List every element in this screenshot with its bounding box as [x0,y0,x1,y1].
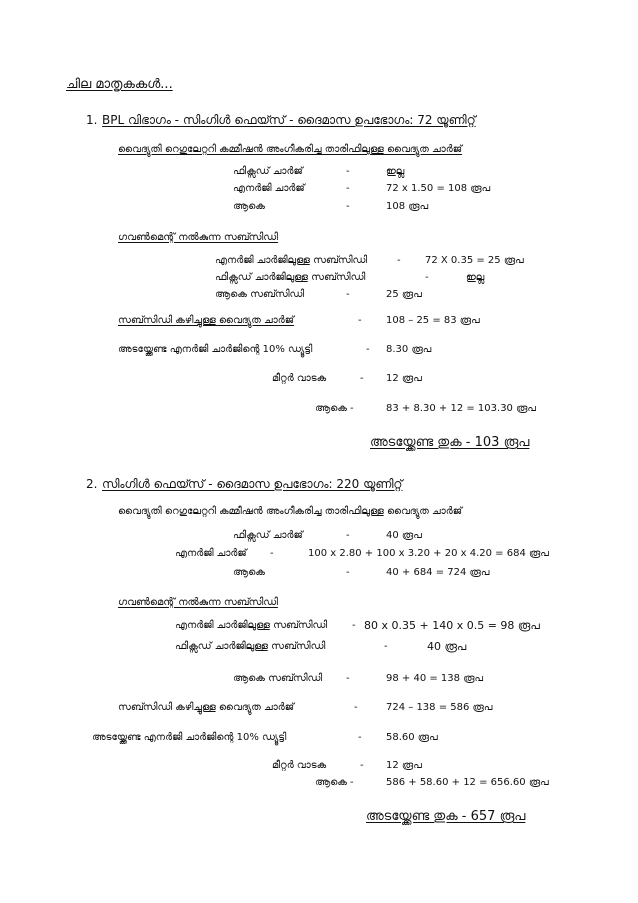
section-2-number: 2. [86,477,98,491]
s2-energy-charge-label: എനർജി ചാർജ് [175,548,247,559]
s1-grand-total-dash: - [350,403,354,414]
s2-energy-charge-dash: - [270,548,274,559]
s1-grand-total-value: 83 + 8.30 + 12 = 103.30 രൂപ [386,403,536,414]
s2-fixed-charge-value: 40 രൂപ [386,530,422,541]
s1-fixed-charge-dash: - [346,166,350,177]
s1-total-value: 108 രൂപ [386,201,429,212]
s2-grand-total-label: ആകെ [315,777,347,788]
s1-fixed-subsidy-label: ഫിക്സഡ് ചാർജിലുള്ള സബ്സിഡി [215,272,366,283]
s1-fixed-charge-value: ഇല്ല [386,166,405,177]
s2-total-dash: - [346,567,350,578]
s2-energy-subsidy-label: എനർജി ചാർജിലുള്ള സബ്സിഡി [175,620,328,631]
s1-grand-total-label: ആകെ [315,403,347,414]
s2-fixed-subsidy-dash: - [384,641,388,652]
s2-fixed-charge-dash: - [346,530,350,541]
s2-total-subsidy-label: ആകെ സബ്സിഡി [233,673,323,684]
s2-meter-rent-value: 12 രൂപ [386,760,422,771]
s1-after-subsidy-dash: - [358,315,362,326]
s2-grand-total-dash: - [350,777,354,788]
s1-energy-charge-value: 72 x 1.50 = 108 രൂപ [386,183,491,194]
s1-fixed-subsidy-value: ഇല്ല [466,272,485,283]
s1-energy-charge-label: എനർജി ചാർജ് [233,183,305,194]
s1-meter-rent-value: 12 രൂപ [386,373,422,384]
s1-after-subsidy-label: സബ്സിഡി കഴിച്ചുള്ള വൈദ്യുത ചാർജ് [118,315,295,326]
s1-total-subsidy-label: ആകെ സബ്സിഡി [215,289,305,300]
section-2-title: സിംഗിൾ ഫെയ്സ് - ദൈമാസ ഉപഭോഗം: 220 യൂണിറ്റ് [102,477,403,491]
s2-payable-amount: അടയ്ക്കേണ്ട തുക - 657 രൂപ [366,809,526,824]
s1-duty-value: 8.30 രൂപ [386,344,432,355]
s1-total-label: ആകെ [233,201,265,212]
s1-total-subsidy-value: 25 രൂപ [386,289,422,300]
s2-fixed-charge-label: ഫിക്സഡ് ചാർജ് [233,530,303,541]
s2-total-subsidy-value: 98 + 40 = 138 രൂപ [386,673,484,684]
section-1-number: 1. [86,113,98,127]
s2-grand-total-value: 586 + 58.60 + 12 = 656.60 രൂപ [386,777,549,788]
s2-duty-value: 58.60 രൂപ [386,732,438,743]
s1-energy-subsidy-label: എനർജി ചാർജിലുള്ള സബ്സിഡി [215,255,368,266]
s1-total-dash: - [346,201,350,212]
s1-total-subsidy-dash: - [346,289,350,300]
s2-meter-rent-dash: - [360,760,364,771]
s1-energy-charge-dash: - [346,183,350,194]
s2-after-subsidy-value: 724 – 138 = 586 രൂപ [386,702,493,713]
s1-payable-amount: അടയ്ക്കേണ്ട തുക - 103 രൂപ [370,435,530,450]
s2-energy-subsidy-dash: - [352,620,356,631]
s1-fixed-charge-label: ഫിക്സഡ് ചാർജ് [233,166,303,177]
s2-meter-rent-label: മീറ്റർ വാടക [272,760,327,771]
s2-after-subsidy-dash: - [354,702,358,713]
s2-total-subsidy-dash: - [346,673,350,684]
s1-meter-rent-dash: - [360,373,364,384]
s2-total-value: 40 + 684 = 724 രൂപ [386,567,490,578]
s2-fixed-subsidy-value: 40 രൂപ [427,640,467,653]
section-1-title: BPL വിഭാഗം - സിംഗിൾ ഫെയ്സ് - ദൈമാസ ഉപഭോഗം: 72 യൂണിറ്റ് [102,113,476,127]
s1-fixed-subsidy-dash: - [425,272,429,283]
page-heading: ചില മാതൃകകൾ... [66,77,173,92]
s2-energy-subsidy-value: 80 x 0.35 + 140 x 0.5 = 98 രൂപ [364,619,540,632]
s1-after-subsidy-value: 108 – 25 = 83 രൂപ [386,315,480,326]
s2-after-subsidy-label: സബ്സിഡി കഴിച്ചുള്ള വൈദ്യുത ചാർജ് [118,702,295,713]
s1-tariff-heading: വൈദ്യുതി റെഗുലേറ്ററി കമ്മീഷൻ അംഗീകരിച്ച താരിഫിലുള്ള വൈദ്യുത ചാർജ് [118,144,463,155]
s2-fixed-subsidy-label: ഫിക്സഡ് ചാർജിലുള്ള സബ്സിഡി [175,641,326,652]
s1-duty-label: അടയ്ക്കേണ്ട എനർജി ചാർജിന്റെ 10% ഡ്യൂട്ടി [118,344,313,355]
s1-meter-rent-label: മീറ്റർ വാടക [272,373,327,384]
s1-duty-dash: - [366,344,370,355]
s2-total-label: ആകെ [233,567,265,578]
s1-subsidy-heading: ഗവൺമെന്റ് നൽകുന്ന സബ്സിഡി [118,232,278,243]
s2-duty-label: അടയ്ക്കേണ്ട എനർജി ചാർജിന്റെ 10% ഡ്യൂട്ടി [92,732,287,743]
s2-tariff-heading: വൈദ്യുതി റെഗുലേറ്ററി കമ്മീഷൻ അംഗീകരിച്ച താരിഫിലുള്ള വൈദ്യുത ചാർജ് [118,506,463,517]
s1-energy-subsidy-value: 72 X 0.35 = 25 രൂപ [425,255,524,266]
s1-energy-subsidy-dash: - [397,255,401,266]
s2-energy-charge-value: 100 x 2.80 + 100 x 3.20 + 20 x 4.20 = 684 രൂപ [308,548,549,559]
s2-duty-dash: - [358,732,362,743]
s2-subsidy-heading: ഗവൺമെന്റ് നൽകുന്ന സബ്സിഡി [118,597,278,608]
